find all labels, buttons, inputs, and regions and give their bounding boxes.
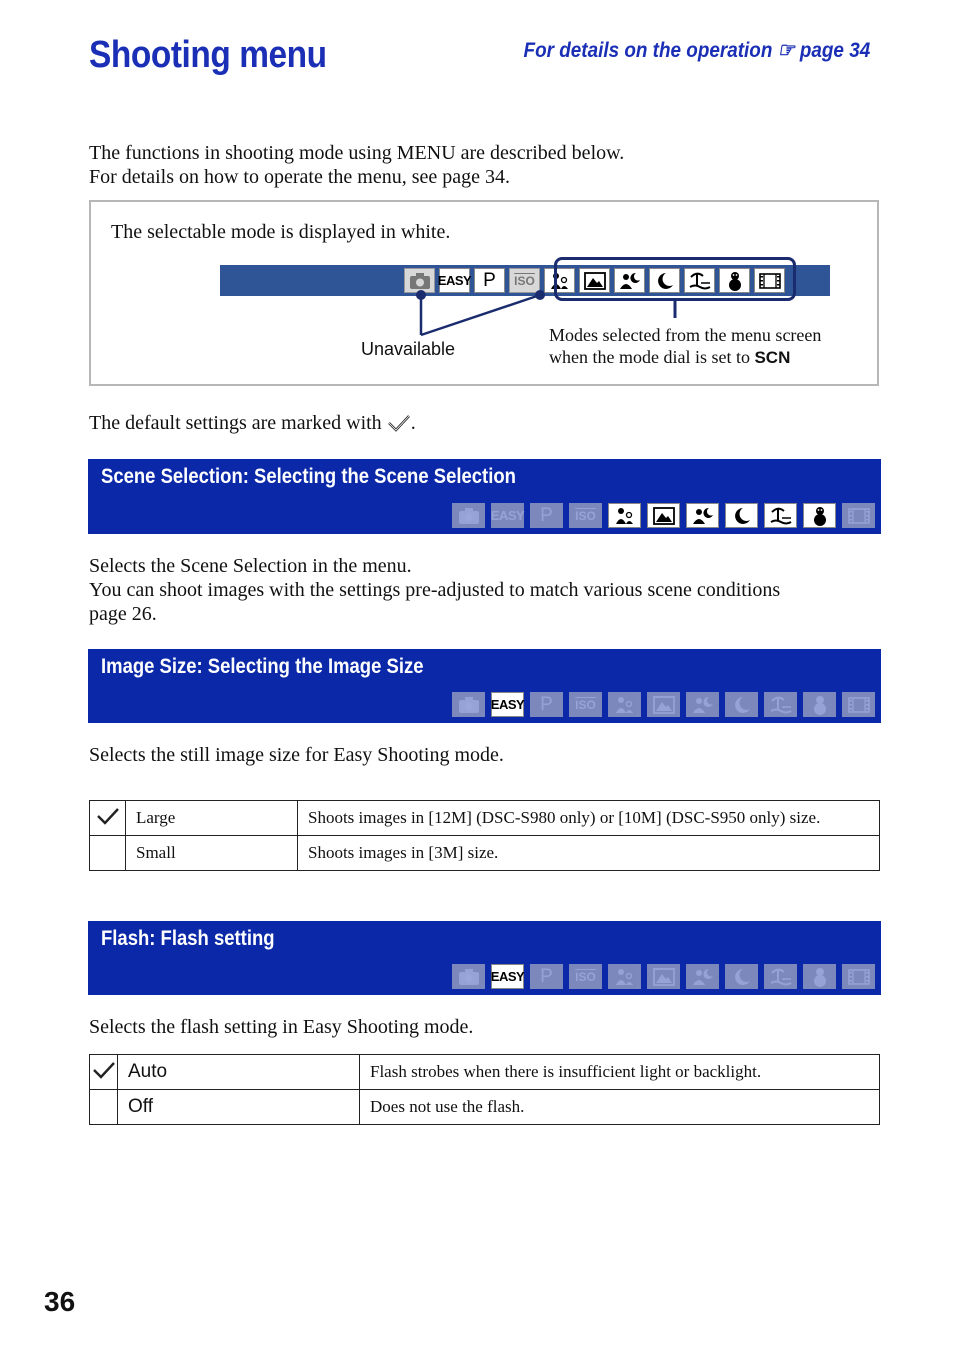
- easy-icon: EASY: [439, 268, 470, 293]
- iso-icon: $\overline{ISO}$: [509, 268, 540, 293]
- landscape-icon: [647, 503, 680, 528]
- camera-icon: [452, 503, 485, 528]
- modes-note-line-1: Modes selected from the menu screen: [549, 325, 822, 345]
- beach-icon: [764, 503, 797, 528]
- table-row[interactable]: [90, 1090, 880, 1125]
- default-check-icon: [92, 1060, 116, 1080]
- scene-selection-header: [88, 459, 881, 534]
- image-size-title: Image Size: Selecting the Image Size: [101, 655, 424, 678]
- movie-icon: [842, 692, 875, 717]
- twilight-portrait-icon: [686, 503, 719, 528]
- option-name: Auto: [118, 1055, 360, 1090]
- twilight-icon: [725, 692, 758, 717]
- image-size-description: Selects the still image size for Easy Shooting mode.: [89, 744, 504, 766]
- scene-selection-description: Selects the Scene Selection in the menu. You can shoot images with the settings pre-adjusted to match various scene conditions page 26.: [89, 555, 781, 625]
- scene-selection-icon-row: [452, 503, 875, 528]
- default-note: The default settings are marked with .: [89, 412, 416, 434]
- twilight-icon: [725, 503, 758, 528]
- p-icon: P: [530, 964, 563, 989]
- table-row[interactable]: [90, 801, 880, 836]
- legend-caption: The selectable mode is displayed in white.: [111, 221, 451, 243]
- p-icon: P: [474, 268, 505, 293]
- flash-description: Selects the flash setting in Easy Shooting mode.: [89, 1016, 474, 1038]
- p-icon: P: [530, 503, 563, 528]
- unavailable-label: Unavailable: [361, 339, 456, 359]
- easy-icon: EASY: [491, 692, 524, 717]
- flash-options-table: [89, 1054, 880, 1125]
- image-size-header: [88, 649, 881, 723]
- flash-header: [88, 921, 881, 995]
- iso-icon: $\overline{ISO}$: [569, 964, 602, 989]
- p-icon: P: [530, 692, 563, 717]
- beach-icon: [764, 692, 797, 717]
- table-row[interactable]: [90, 836, 880, 871]
- twilight-portrait-icon: [686, 964, 719, 989]
- flash-icon-row: [452, 964, 875, 989]
- snow-icon: [803, 964, 836, 989]
- option-name: Small: [126, 836, 298, 871]
- default-check-icon: [96, 806, 120, 826]
- soft-snap-icon: [608, 503, 641, 528]
- soft-snap-icon: [608, 692, 641, 717]
- default-check-cell: [90, 836, 126, 871]
- option-description: Shoots images in [3M] size.: [298, 836, 880, 871]
- image-size-options-table: [89, 800, 880, 871]
- option-description: Shoots images in [12M] (DSC-S980 only) or [10M] (DSC-S950 only) size.: [298, 801, 880, 836]
- easy-icon: EASY: [491, 503, 524, 528]
- intro-line-1: The functions in shooting mode using MENU are described below.: [89, 142, 625, 164]
- modes-note: [549, 324, 821, 369]
- table-row[interactable]: [90, 1055, 880, 1090]
- page-number: 36: [44, 1286, 76, 1317]
- modes-note-line-2: when the mode dial is set to SCN: [549, 347, 791, 367]
- beach-icon: [764, 964, 797, 989]
- snow-icon: [803, 692, 836, 717]
- option-description: Flash strobes when there is insufficient light or backlight.: [360, 1055, 880, 1090]
- default-check-cell: [90, 1090, 118, 1125]
- twilight-icon: [725, 964, 758, 989]
- scene-selection-title: Scene Selection: Selecting the Scene Selection: [101, 465, 516, 488]
- default-check-cell: [90, 1055, 118, 1090]
- default-check-icon: [387, 413, 411, 433]
- default-check-cell: [90, 801, 126, 836]
- option-description: Does not use the flash.: [360, 1090, 880, 1125]
- scn-label: SCN: [754, 348, 791, 367]
- easy-icon: EASY: [491, 964, 524, 989]
- option-name: Off: [118, 1090, 360, 1125]
- page-title: Shooting menu: [89, 34, 327, 76]
- camera-icon: [452, 964, 485, 989]
- landscape-icon: [647, 692, 680, 717]
- twilight-portrait-icon: [686, 692, 719, 717]
- soft-snap-icon: [608, 964, 641, 989]
- iso-icon: $\overline{ISO}$: [569, 692, 602, 717]
- intro-text: [89, 141, 624, 189]
- option-name: Large: [126, 801, 298, 836]
- landscape-icon: [647, 964, 680, 989]
- camera-icon: [452, 692, 485, 717]
- iso-icon: $\overline{ISO}$: [569, 503, 602, 528]
- flash-title: Flash: Flash setting: [101, 927, 275, 950]
- movie-icon: [842, 503, 875, 528]
- movie-icon: [842, 964, 875, 989]
- intro-line-2: For details on how to operate the menu, see page 34.: [89, 166, 510, 188]
- snow-icon: [803, 503, 836, 528]
- image-size-icon-row: [452, 692, 875, 717]
- operation-reference-link[interactable]: For details on the operation ☞ page 34: [523, 39, 870, 62]
